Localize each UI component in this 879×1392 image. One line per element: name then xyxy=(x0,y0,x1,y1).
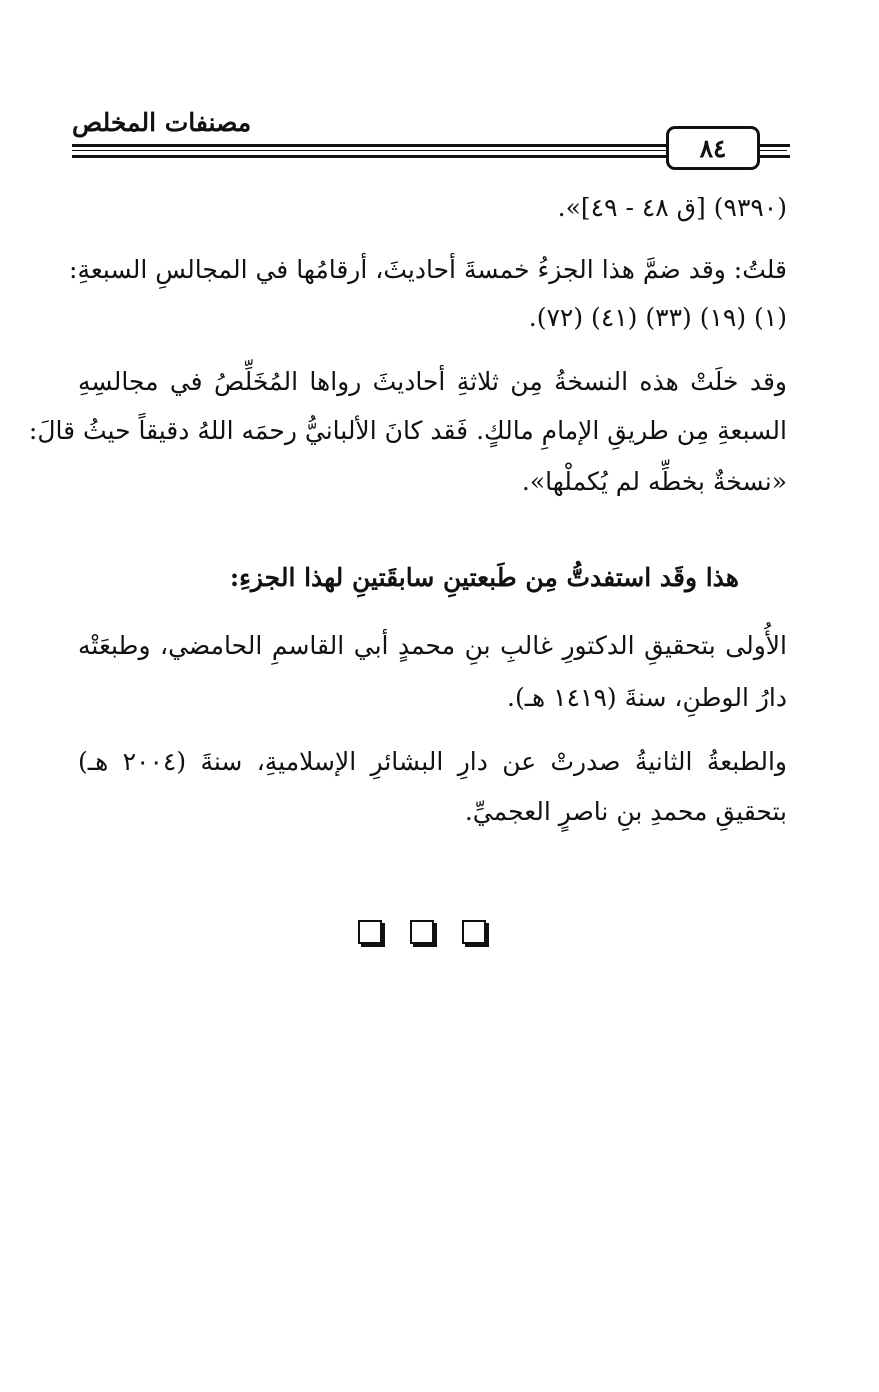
running-header-title: مصنفات المخلص xyxy=(72,108,252,137)
section-heading: هذا وقَد استفدتُّ مِن طَبعتينِ سابقَتينِ لهذا الجزءِ: xyxy=(229,563,739,592)
text-line: (٩٣٩٠) [ق ٤٨ - ٤٩]». xyxy=(557,193,787,222)
text-line: وقد خلَتْ هذه النسخةُ مِن ثلاثةِ أحاديثَ رواها المُخَلِّصُ في مجالسِهِ xyxy=(78,367,787,396)
text-line: «نسخةٌ بخطِّه لم يُكملْها». xyxy=(521,467,787,496)
text-line: الأُولى بتحقيقِ الدكتورِ غالبِ بنِ محمدٍ أبي القاسمِ الحامضي، وطبعَتْه xyxy=(78,631,787,660)
section-separator xyxy=(358,920,498,950)
text-line: قلتُ: وقد ضمَّ هذا الجزءُ خمسةَ أحاديثَ، أرقامُها في المجالسِ السبعةِ: xyxy=(69,255,787,284)
square-ornament-icon xyxy=(410,920,434,944)
text-line: بتحقيقِ محمدِ بنِ ناصرٍ العجميِّ. xyxy=(464,797,787,826)
page-number-box xyxy=(666,126,760,170)
text-line: السبعةِ مِن طريقِ الإمامِ مالكٍ. فَقد كانَ الألبانيُّ رحمَه اللهُ دقيقاً حيثُ قالَ: xyxy=(28,416,787,445)
text-line: والطبعةُ الثانيةُ صدرتْ عن دارِ البشائرِ الإسلاميةِ، سنةَ (٢٠٠٤ هـ) xyxy=(78,747,787,776)
text-line: (١) (١٩) (٣٣) (٤١) (٧٢). xyxy=(528,303,787,332)
text-line: دارُ الوطنِ، سنةَ (١٤١٩ هـ). xyxy=(507,683,787,712)
page-box-tail xyxy=(760,155,790,158)
square-ornament-icon xyxy=(358,920,382,944)
page-box-tail xyxy=(760,144,790,147)
page-number: ٨٤ xyxy=(699,133,727,163)
square-ornament-icon xyxy=(462,920,486,944)
